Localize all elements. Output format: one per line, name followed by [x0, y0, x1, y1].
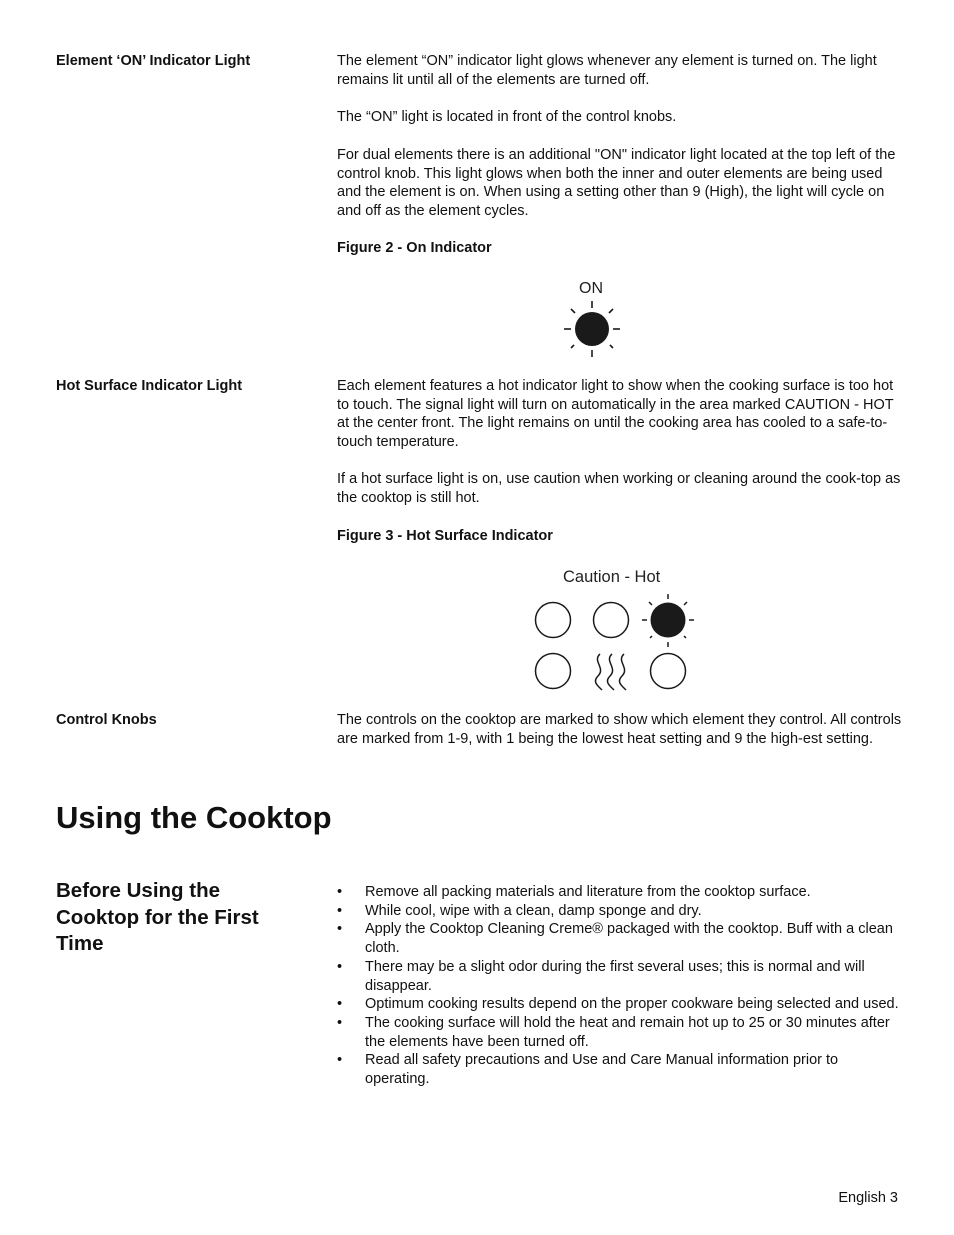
bullet-icon: • [337, 1052, 343, 1069]
page-title: Using the Cooktop [56, 800, 332, 835]
on-indicator-icon [560, 278, 626, 360]
bullet-list [337, 883, 902, 1089]
paragraph: If a hot surface light is on, use caution when working or cleaning around the cook-top as the cooktop is still hot. [337, 471, 901, 506]
hot-surface-indicator-icon [530, 566, 700, 696]
list-item: • Apply the Cooktop Cleaning Creme® packaged with the cooktop. Buff with a clean cloth. [337, 921, 893, 957]
list-item: • Remove all packing materials and literature from the cooktop surface. [337, 884, 811, 900]
section-heading-hot-surface: Hot Surface Indicator Light [56, 378, 243, 394]
section-heading-on-indicator: Element ‘ON’ Indicator Light [56, 53, 251, 69]
on-indicator-figure [560, 278, 626, 360]
figure-label: ON [579, 280, 603, 297]
hot-surface-figure [530, 566, 700, 696]
list-item: • Optimum cooking results depend on the proper cookware being selected and used. [337, 996, 899, 1013]
paragraph: For dual elements there is an additional "ON" indicator light located at the top left of the control knob. This light glows when both the inner and outer elements are being used and the element is on. When using a setting other than 9 (High), the light will cycle on and off as the element cycles. [337, 147, 896, 220]
figure-caption: Figure 3 - Hot Surface Indicator [337, 528, 553, 544]
paragraph: Each element features a hot indicator light to show when the cooking surface is too hot to touch. The signal light will turn on automatically in the area marked CAUTION - HOT at the center front. The light remains on until the cooking area has cooled to a safe-to-touch temperature. [337, 378, 894, 451]
bullet-icon: • [337, 1014, 343, 1031]
list-item: • Read all safety precautions and Use and Care Manual information prior to operating. [337, 1052, 839, 1088]
list-item: • The cooking surface will hold the heat and remain hot up to 25 or 30 minutes after the elements have been turned off. [337, 1014, 890, 1050]
bullet-icon: • [337, 958, 343, 975]
list-item: • There may be a slight odor during the first several uses; this is normal and will disappear. [337, 958, 865, 994]
section-heading-control-knobs: Control Knobs [56, 712, 157, 728]
paragraph: The controls on the cooktop are marked to show which element they control. All controls are marked from 1-9, with 1 being the lowest heat setting and 9 the high-est setting. [337, 712, 902, 747]
subheading: Before Using the Cooktop for the First Time [56, 879, 259, 955]
bullet-icon: • [337, 884, 343, 900]
page-footer: English 3 [838, 1190, 898, 1206]
bullet-icon: • [337, 996, 343, 1013]
list-item: • While cool, wipe with a clean, damp sponge and dry. [337, 902, 702, 919]
paragraph: The element “ON” indicator light glows whenever any element is turned on. The light remains lit until all of the elements are turned off. [337, 53, 877, 88]
bullet-icon: • [337, 921, 343, 938]
paragraph: The “ON” light is located in front of the control knobs. [337, 109, 677, 125]
figure-label: Caution - Hot [563, 568, 661, 586]
bullet-icon: • [337, 902, 343, 919]
figure-caption: Figure 2 - On Indicator [337, 240, 492, 256]
